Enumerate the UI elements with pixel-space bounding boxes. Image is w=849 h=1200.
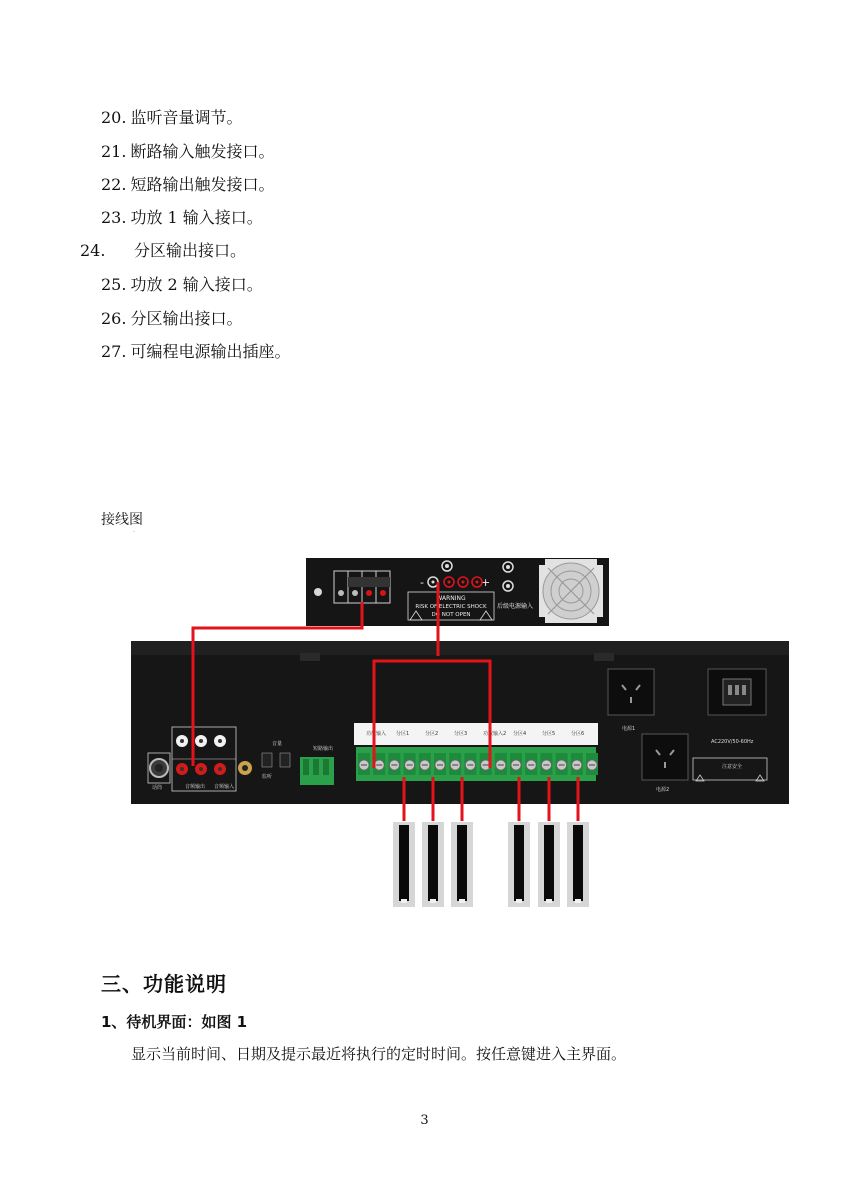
list-item [101,309,242,329]
body-paragraph: 显示当前时间、日期及提示最近将执行的定时时间。按任意键进入主界面。 [131,1045,627,1063]
volume-knob-icon [262,753,272,767]
wiring-diagram [0,545,849,915]
main-unit-panel [131,641,789,804]
speaker-grille [457,825,467,901]
caution-text: 注意安全 [722,764,743,770]
speaker-grille [573,825,583,901]
list-text: 功放 1 输入接口。 [130,208,263,227]
warning-line: RISK OF ELECTRIC SHOCK [415,604,487,610]
rca-label: 音频输出 [185,784,206,790]
amp-power-input-label: 后级电源输入 [497,603,534,610]
outlet-label: 电源2 [656,787,670,793]
list-item [80,241,246,261]
list-item [101,342,290,362]
list-number: 27. [101,342,127,361]
amp-plus-label: + [481,576,491,589]
amp-minus-label: - [420,576,424,589]
headphone-jack-icon [238,761,252,775]
amp-screw-icon [314,588,322,596]
list-item [101,175,274,195]
list-text: 分区输出接口。 [130,309,243,328]
zone-label: 分区5 [542,731,556,737]
zone-terminal-strip [354,723,598,781]
list-number: 25. [101,275,127,294]
list-item [101,142,274,162]
zone-label: 分区4 [513,731,527,737]
list-text: 分区输出接口。 [134,241,247,260]
zone-label: 分区1 [396,731,410,737]
fan-grille-icon [539,559,603,623]
zone-label: 分区2 [425,731,439,737]
caption-mark: · [133,529,135,536]
ac-label: AC220V/50-60Hz [711,739,754,745]
list-number: 22. [101,175,127,194]
trigger-label: 短路输出 [313,746,334,752]
speaker-foot [516,899,522,903]
speaker-grille [399,825,409,901]
list-text: 断路输入触发接口。 [130,142,275,161]
rca-label: 音频输入 [214,784,235,790]
figure-caption: 接线图 [101,512,143,528]
list-number: 21. [101,142,127,161]
mic-label: 话筒 [152,785,163,791]
speaker-foot [546,899,552,903]
list-item [101,275,263,295]
list-text: 可编程电源输出插座。 [130,342,291,361]
list-text: 监听音量调节。 [130,108,243,127]
zone-label: 功放输入 [366,731,387,737]
amplifier-panel [306,558,609,626]
zone-label: 功放输入2 [483,731,507,737]
speaker-grille [544,825,554,901]
monitor-label: 监听 [262,774,273,780]
page-number: 3 [420,1113,429,1128]
speaker-foot [401,899,407,903]
section-heading: 三、功能说明 [101,972,227,996]
zone-label-strip [354,723,598,745]
list-number: 20. [101,108,127,127]
speaker-foot [575,899,581,903]
speaker-grille [514,825,524,901]
volume-label: 音量 [272,741,283,747]
speaker-foot [459,899,465,903]
list-text: 短路输出触发接口。 [130,175,275,194]
speaker-foot [430,899,436,903]
list-number: 24. [80,241,106,260]
list-text: 功放 2 输入接口。 [130,275,263,294]
list-number: 23. [101,208,127,227]
subsection-heading: 1、待机界面：如图 1 [101,1013,248,1031]
zone-label: 分区6 [571,731,585,737]
outlet-label: 电源1 [622,726,636,732]
list-number: 26. [101,309,127,328]
volume-knob-icon [280,753,290,767]
list-item [101,208,263,228]
warning-title: WARNING [436,595,466,602]
list-item [101,108,242,128]
warning-line: DO NOT OPEN [431,612,471,618]
speaker-grille [428,825,438,901]
zone-label: 分区3 [454,731,468,737]
speakers [393,822,589,907]
